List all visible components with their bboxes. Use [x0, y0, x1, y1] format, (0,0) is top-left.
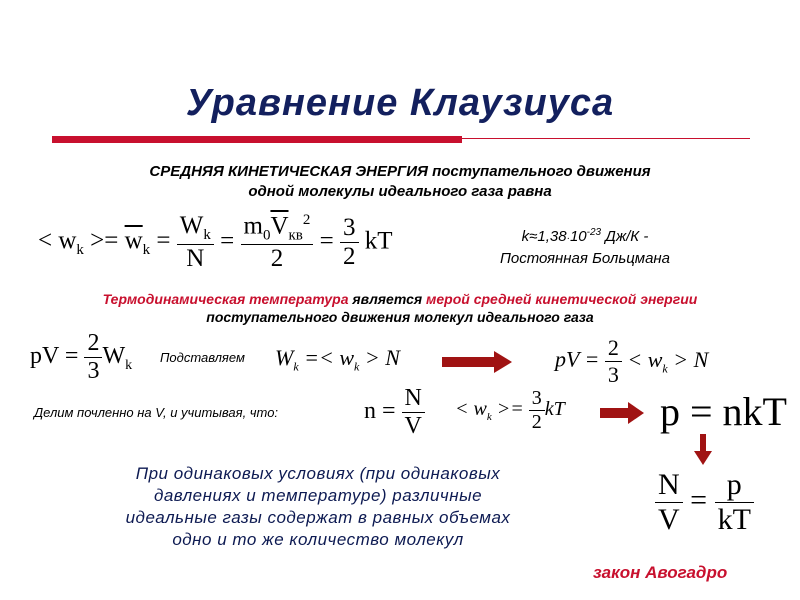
arrow-right-1: [442, 357, 494, 367]
formula-wk-n: $W_k =< w_k > N$: [275, 345, 400, 374]
formula-wk-kt: < $w_k$ >= $\frac{3}{2}$ kT: [455, 387, 565, 433]
avogadro-line3: идеальные газы содержат в равных объемах: [125, 508, 511, 527]
substitute-label: Подставляем: [160, 350, 245, 365]
title-underline: [52, 136, 462, 143]
divide-label: Делим почленно на V, и учитывая, что:: [34, 405, 279, 420]
thermo-line2: поступательного движения молекул идеального газа: [206, 309, 594, 325]
energy-formula: < $w_k >= \overline{w}_k$ = $\frac{W_k}{N}$ = $\frac{m_0\overline{V}_{кв}^2}{2}$ = $\frac{3}{2}$ kT: [38, 212, 393, 273]
boltzmann-constant: [470, 223, 700, 269]
formula-nv-pkt: $\frac{N}{V}$ = $\frac{p}{kT}$: [655, 468, 754, 537]
formula-n: n = $\frac{N}{V}$: [364, 385, 425, 440]
avogadro-statement: [88, 463, 548, 551]
subtitle-line2: одной молекулы идеального газа равна: [248, 183, 552, 200]
subtitle-line1: СРЕДНЯЯ КИНЕТИЧЕСКАЯ ЭНЕРГИЯ поступательного движения: [149, 163, 651, 180]
avogadro-line4: одно и то же количество молекул: [172, 530, 464, 549]
boltzmann-line1: $k\approx 1,38\cdot 10^{-23}$ Дж/К -: [521, 227, 649, 245]
arrow-down: [700, 434, 706, 452]
title-underline-thin: [462, 138, 750, 139]
page-title: Уравнение Клаузиуса: [185, 82, 615, 124]
avogadro-line1: При одинаковых условиях (при одинаковых: [135, 464, 501, 483]
subtitle: [0, 162, 800, 202]
avogadro-law-label: закон Авогадро: [593, 563, 728, 582]
arrow-down-head: [694, 451, 712, 465]
formula-p-nkt: p = nkT: [660, 389, 787, 434]
arrow-right-2-head: [628, 402, 644, 424]
formula-pv-wk: pV = $\frac{2}{3}$ $W_k$: [30, 330, 133, 384]
thermo-statement: [0, 290, 800, 326]
arrow-right-2: [600, 408, 628, 418]
arrow-right-1-head: [494, 351, 512, 373]
formula-pv-wk-n: pV = $\frac{2}{3}$ < $w_k > N$: [555, 335, 709, 387]
avogadro-line2: давлениях и температуре) различные: [153, 486, 483, 505]
thermo-line1: Термодинамическая температура является мерой средней кинетической энергии: [102, 291, 698, 307]
boltzmann-line2: Постоянная Больцмана: [499, 250, 671, 267]
